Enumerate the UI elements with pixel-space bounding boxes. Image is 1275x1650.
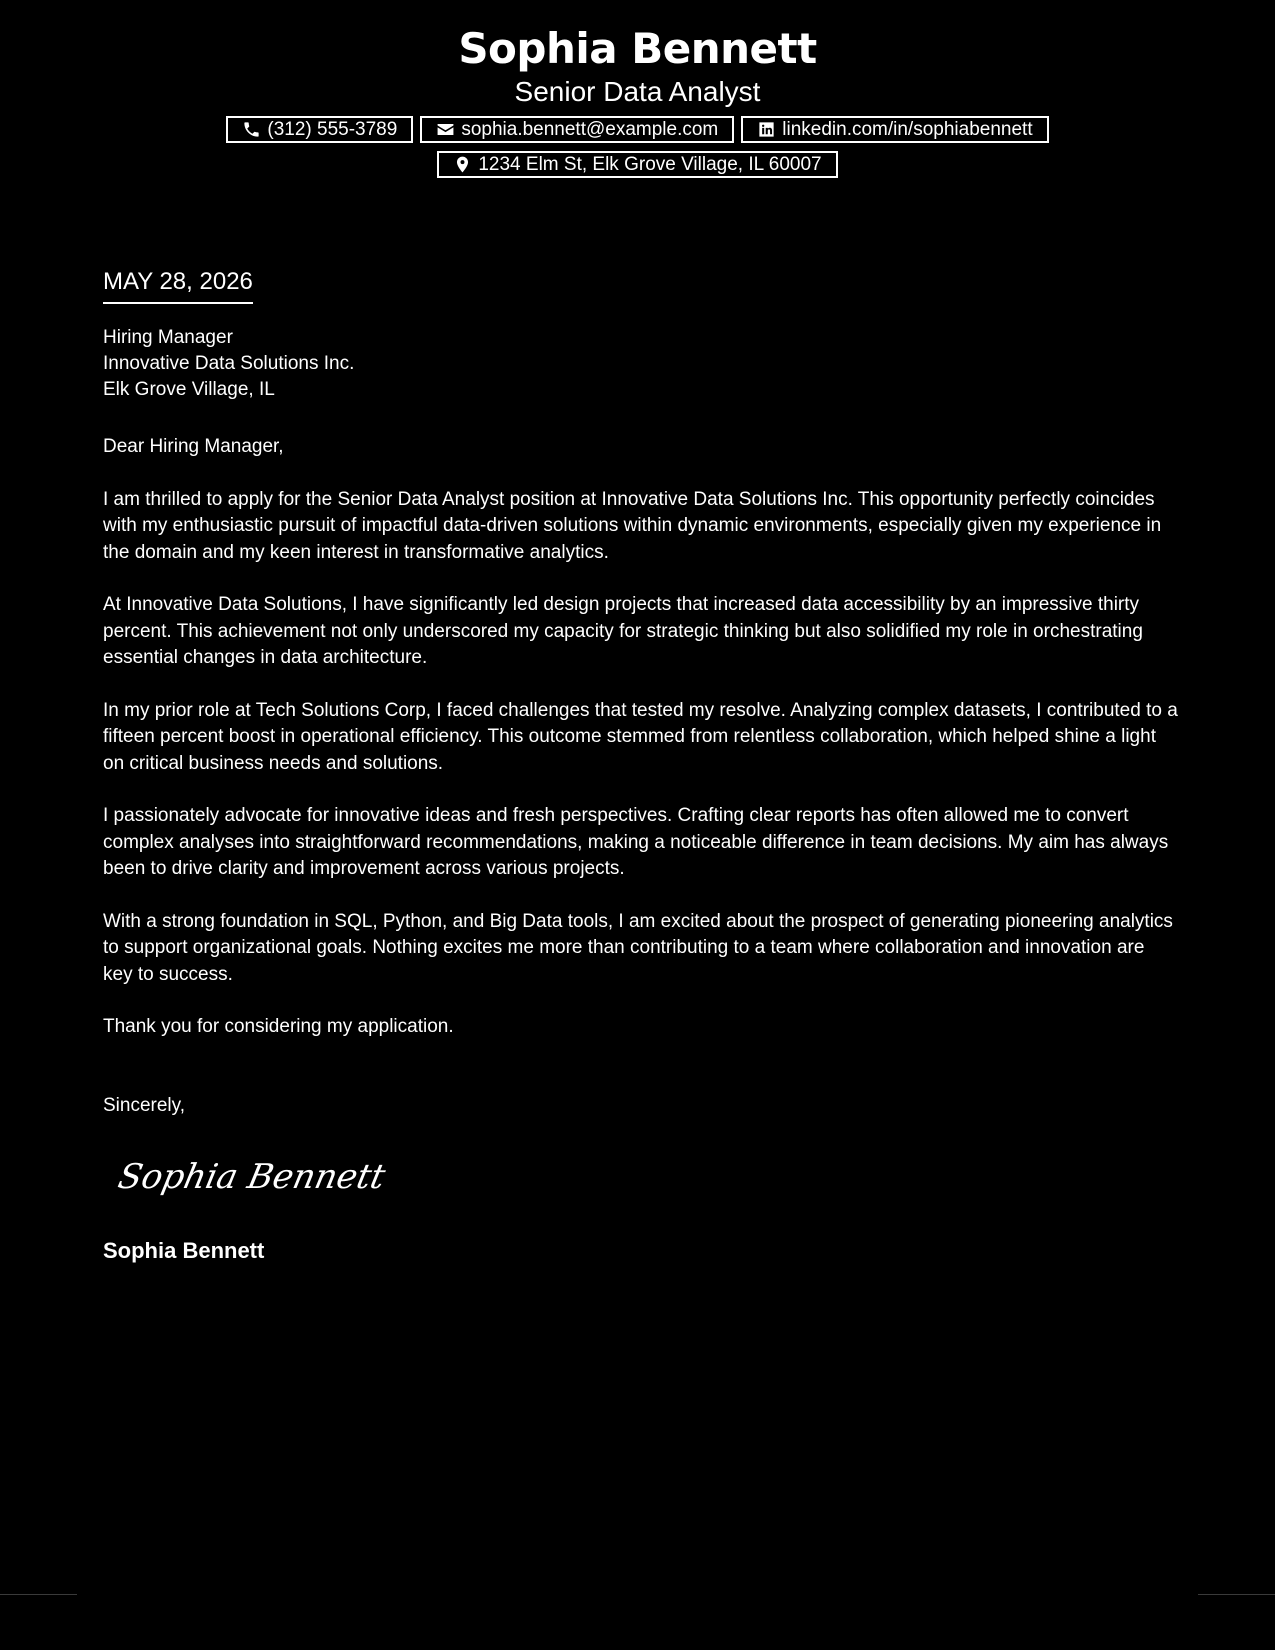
phone-icon [242, 120, 261, 139]
linkedin-contact[interactable] [741, 116, 1048, 143]
body-paragraph: At Innovative Data Solutions, I have significantly led design projects that increased data accessibility by an impressive thirty percent. This achievement not only underscored my capacity for strategic thinking but also solidified my role in orchestrating essential changes in data architecture. [103, 594, 1143, 668]
handwritten-signature [114, 1148, 389, 1204]
applicant-title: Senior Data Analyst [514, 76, 761, 107]
linkedin-icon [757, 120, 776, 139]
contact-row-address [0, 151, 1275, 178]
body-paragraph: I passionately advocate for innovative ideas and fresh perspectives. Crafting clear reports has often allowed me to convert complex analyses into straightforward recommendations, making a noticeable difference in team decisions. My aim has always been to drive clarity and improvement across various projects. [103, 805, 1169, 879]
applicant-name: Sophia Bennett [458, 24, 817, 73]
phone-contact[interactable] [226, 116, 413, 143]
body-paragraph: I am thrilled to apply for the Senior Data Analyst position at Innovative Data Solutions Inc. This opportunity perfectly coincides with my enthusiastic pursuit of impactful data-driven solutions within dynamic environments, especially given my experience in the domain and my keen interest in transformative analytics. [103, 488, 1162, 563]
recipient-line: Hiring Manager [103, 327, 233, 348]
map-marker-icon [453, 155, 472, 174]
letter-body [103, 434, 1178, 1067]
phone-text: (312) 555-3789 [267, 119, 398, 140]
thanks-line: Thank you for considering my application. [103, 1016, 454, 1037]
letter-header [0, 22, 1275, 178]
page-edge-line-right [1198, 1594, 1275, 1595]
letter-date: MAY 28, 2026 [103, 266, 253, 304]
envelope-icon [436, 120, 455, 139]
signature-text: Sophia Bennett [114, 1157, 389, 1197]
body-paragraph: In my prior role at Tech Solutions Corp, I faced challenges that tested my resolve. Analyzing complex datasets, I contributed to a fifteen percent boost in operational efficiency. This outcome stemmed from relentless collaboration, which helped shine a light on critical business needs and solutions. [103, 699, 1178, 774]
signer-name: Sophia Bennett [103, 1238, 265, 1263]
page-edge-line-left [0, 1594, 77, 1595]
greeting: Dear Hiring Manager, [103, 436, 284, 457]
address-text: 1234 Elm St, Elk Grove Village, IL 60007 [478, 154, 822, 175]
recipient-block [103, 325, 354, 403]
linkedin-text: linkedin.com/in/sophiabennett [782, 119, 1033, 140]
email-text: sophia.bennett@example.com [461, 119, 719, 140]
address-contact[interactable] [437, 151, 837, 178]
recipient-company: Innovative Data Solutions Inc. [103, 353, 355, 374]
recipient-location: Elk Grove Village, IL [103, 379, 275, 400]
closing: Sincerely, [103, 1095, 186, 1116]
email-contact[interactable] [420, 116, 734, 143]
body-paragraph: With a strong foundation in SQL, Python, and Big Data tools, I am excited about the prospect of generating pioneering analytics to support organizational goals. Nothing excites me more than contributing to a team where collaboration and innovation are key to success. [103, 910, 1173, 985]
contact-row [0, 116, 1275, 143]
